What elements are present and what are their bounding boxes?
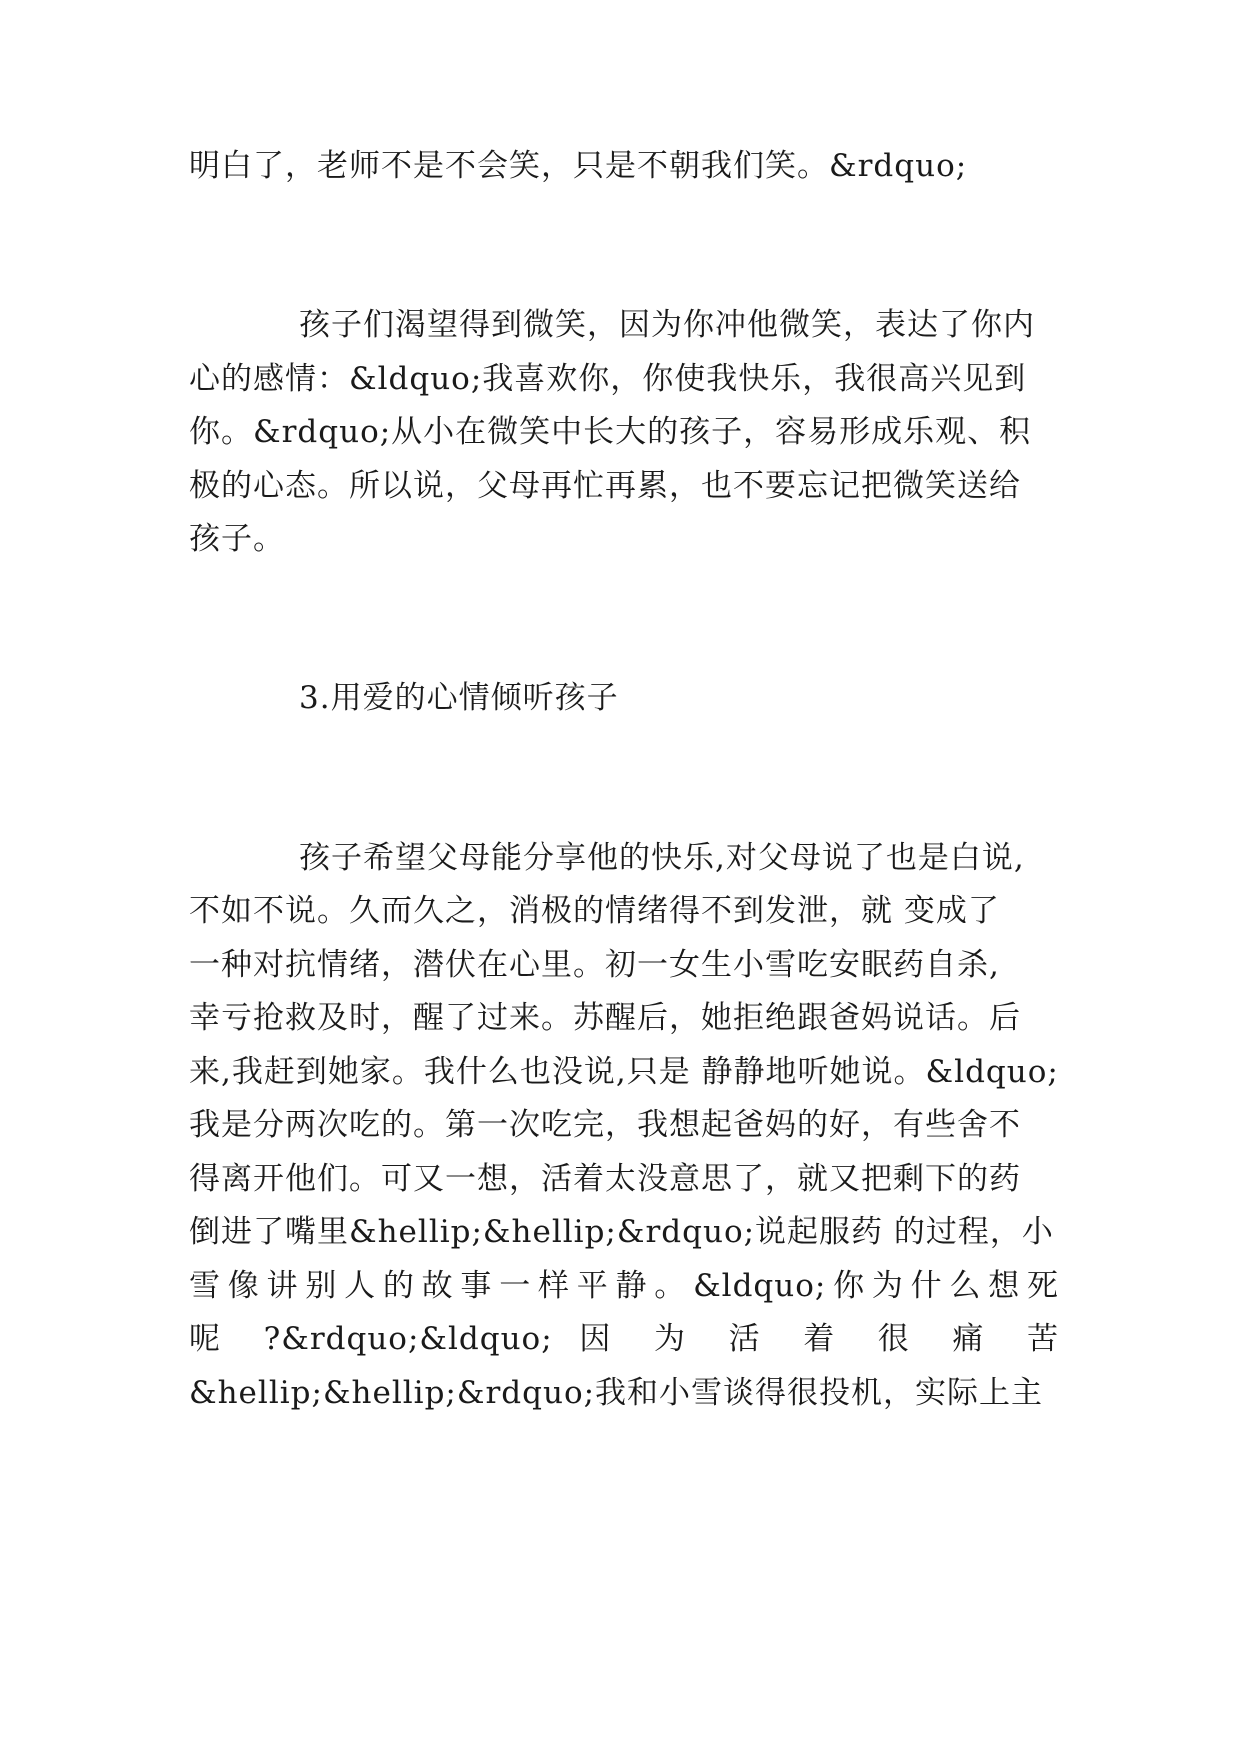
paragraph-line: 幸亏抢救及时，醒了过来。苏醒后，她拒绝跟爸妈说话。后 — [189, 1000, 1021, 1036]
paragraph-line: 一种对抗情绪，潜伏在心里。初一女生小雪吃安眠药自杀, — [189, 947, 1000, 983]
paragraph-line: 孩子们渴望得到微笑，因为你冲他微笑，表达了你内 — [299, 307, 1035, 343]
paragraph-line: 孩子希望父母能分享他的快乐,对父母说了也是白说, — [299, 840, 1025, 876]
paragraph-line: 明白了，老师不是不会笑，只是不朝我们笑。&rdquo; — [189, 148, 968, 184]
paragraph-line: 呢 ?&rdquo;&ldquo; 因 为 活 着 很 痛 苦 — [189, 1321, 1059, 1357]
paragraph-line: &hellip;&hellip;&rdquo;我和小雪谈得很投机，实际上主 — [189, 1375, 1044, 1411]
paragraph-line: 你。&rdquo;从小在微笑中长大的孩子，容易形成乐观、积 — [189, 414, 1032, 450]
paragraph-line: 极的心态。所以说，父母再忙再累，也不要忘记把微笑送给 — [189, 468, 1021, 504]
paragraph-line: 心的感情：&ldquo;我喜欢你，你使我快乐，我很高兴见到 — [189, 361, 1027, 397]
paragraph-line: 来,我赶到她家。我什么也没说,只是 静静地听她说。&ldquo; — [189, 1054, 1059, 1090]
paragraph-line: 得离开他们。可又一想，活着太没意思了，就又把剩下的药 — [189, 1161, 1021, 1197]
section-heading: 3.用爱的心情倾听孩子 — [299, 680, 619, 716]
paragraph-line: 不如不说。久而久之，消极的情绪得不到发泄，就 变成了 — [189, 893, 1000, 929]
paragraph-line: 雪像讲别人的故事一样平静。&ldquo;你为什么想死 — [189, 1268, 1059, 1304]
paragraph-line: 孩子。 — [189, 521, 285, 557]
paragraph-line: 我是分两次吃的。第一次吃完，我想起爸妈的好，有些舍不 — [189, 1107, 1021, 1143]
paragraph-line: 倒进了嘴里&hellip;&hellip;&rdquo;说起服药 的过程，小 — [189, 1214, 1054, 1250]
